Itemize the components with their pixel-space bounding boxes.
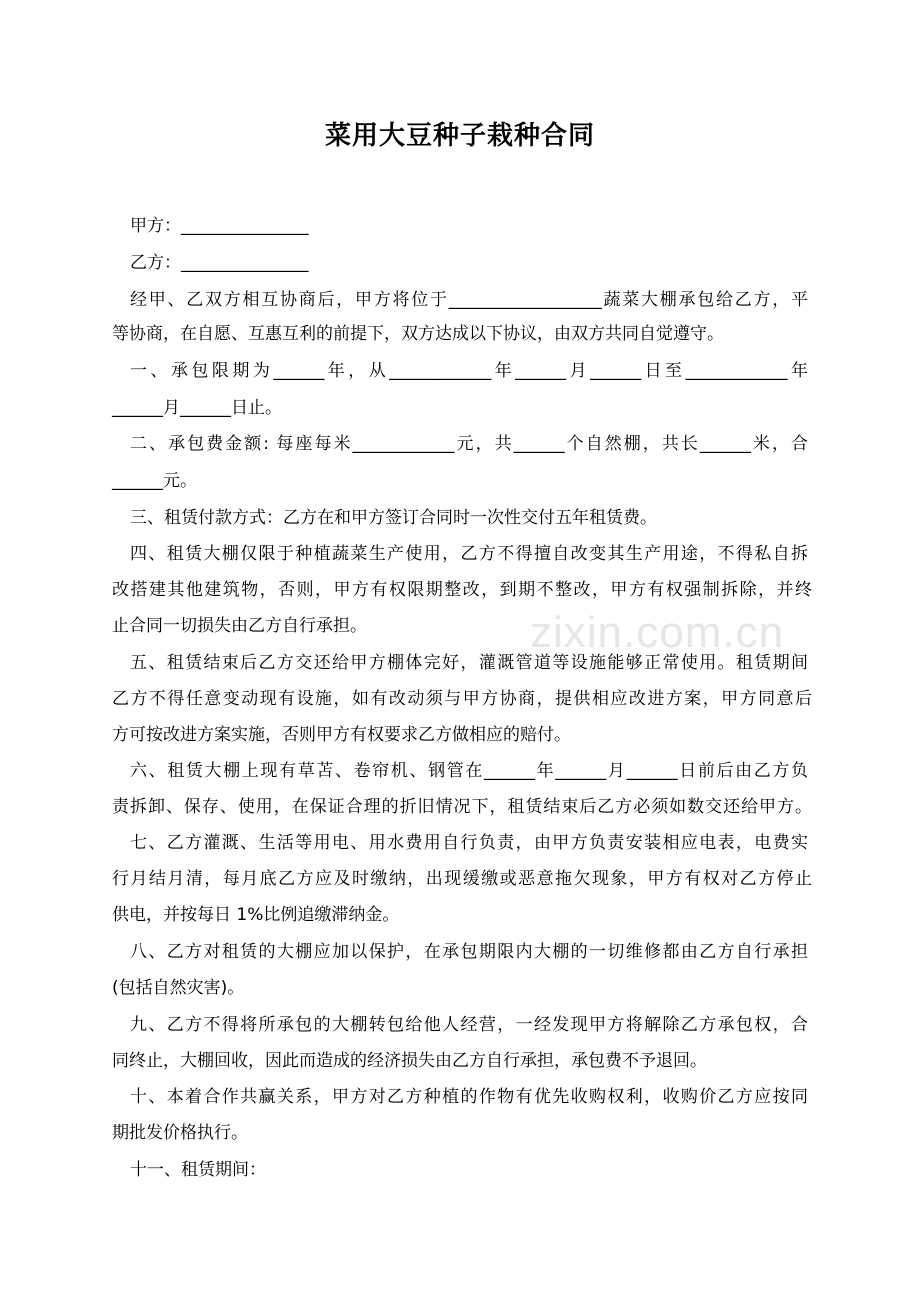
clause-5-line-1: 五、租赁结束后乙方交还给甲方棚体完好，灌溉管道等设施能够正常使用。租赁期间	[130, 653, 808, 673]
clause-2-line-2: ______元。	[112, 471, 197, 491]
clause-5-line-3: 方可按改进方案实施，否则甲方有权要求乙方做相应的赔付。	[112, 725, 571, 745]
clause-11-line-1: 十一、租赁期间：	[130, 1160, 266, 1180]
intro-line-1: 经甲、乙双方相互协商后，甲方将位于__________________蔬菜大棚承包给乙方，平	[130, 290, 808, 310]
document-title: 菜用大豆种子栽种合同	[324, 121, 595, 151]
clause-3-line-1: 三、租赁付款方式：乙方在和甲方签订合同时一次性交付五年租赁费。	[130, 508, 657, 528]
clause-7-line-3: 供电，并按每日 1%比例追缴滞纳金。	[112, 905, 400, 925]
clause-10-line-1: 十、本着合作共赢关系，甲方对乙方种植的作物有优先收购权利，收购价乙方应按同	[130, 1087, 808, 1107]
watermark: zixin.com.cn	[530, 608, 785, 657]
clause-2-line-1: 二、承包费金额: 每座每米____________元，共______个自然棚，共长______米，合	[130, 434, 808, 454]
clause-8-line-1: 八、乙方对租赁的大棚应加以保护，在承包期限内大棚的一切维修都由乙方自行承担	[130, 942, 808, 962]
clause-5-line-2: 乙方不得任意变动现有设施，如有改动须与甲方协商，提供相应改进方案，甲方同意后	[112, 689, 812, 709]
clause-4-line-1: 四、租赁大棚仅限于种植蔬菜生产使用，乙方不得擅自改变其生产用途，不得私自拆	[130, 544, 808, 564]
party-b-line: 乙方：_______________	[130, 253, 309, 273]
clause-6-line-2: 责拆卸、保存、使用，在保证合理的折旧情况下，租赁结束后乙方必须如数交还给甲方。	[112, 797, 812, 817]
clause-9-line-2: 同终止，大棚回收，因此而造成的经济损失由乙方自行承担，承包费不予退回。	[112, 1051, 707, 1071]
party-a-line: 甲方：_______________	[130, 216, 309, 236]
clause-4-line-2: 改搭建其他建筑物，否则，甲方有权限期整改，到期不整改，甲方有权强制拆除，并终	[112, 580, 812, 600]
clause-1-line-2: ______月______日止。	[112, 398, 282, 418]
clause-1-line-1: 一、承包限期为______年，从____________年______月______日至____________年	[130, 361, 808, 381]
clause-9-line-1: 九、乙方不得将所承包的大棚转包给他人经营，一经发现甲方将解除乙方承包权，合	[130, 1015, 808, 1035]
clause-4-line-3: 止合同一切损失由乙方自行承担。	[112, 616, 367, 636]
intro-line-2: 等协商，在自愿、互惠互利的前提下，双方达成以下协议，由双方共同自觉遵守。	[112, 324, 724, 344]
clause-6-line-1: 六、租赁大棚上现有草苫、卷帘机、钢管在______年______月______日前后由乙方负	[130, 761, 808, 781]
clause-7-line-1: 七、乙方灌溉、生活等用电、用水费用自行负责，由甲方负责安装相应电表，电费实	[130, 833, 808, 853]
clause-7-line-2: 行月结月清，每月底乙方应及时缴纳，出现缓缴或恶意拖欠现象，甲方有权对乙方停止	[112, 869, 812, 889]
clause-8-line-2: (包括自然灾害)。	[112, 978, 245, 998]
clause-10-line-2: 期批发价格执行。	[112, 1123, 248, 1143]
